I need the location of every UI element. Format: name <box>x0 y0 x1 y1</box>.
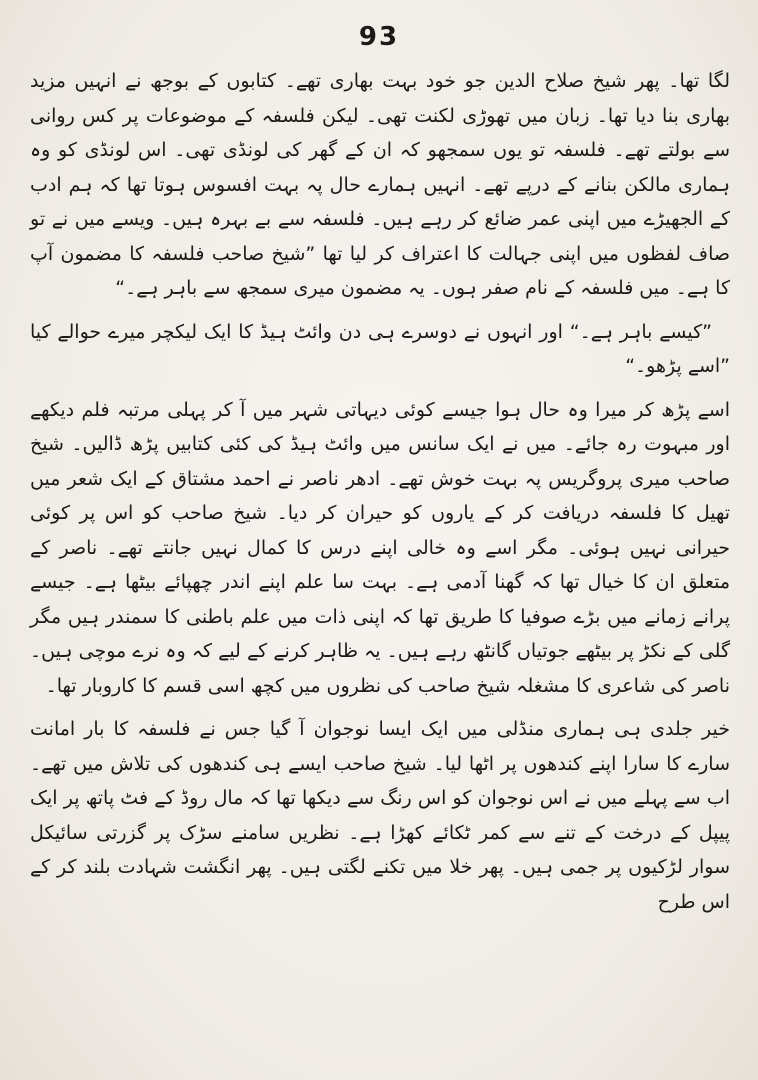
paragraph-1: لگا تھا۔ پھر شیخ صلاح الدین جو خود بہت بھاری تھے۔ کتابوں کے بوجھ نے انہیں مزید بھاری بنا دیا تھا۔ زبان میں تھوڑی لکنت تھی۔ لیکن فلسفہ کے موضوعات پر کس روانی سے بولتے تھے۔ فلسفہ تو یوں سمجھو کہ ان کے گھر کی لونڈی تھی۔ اس لونڈی کو وہ ہماری مالکن بنانے کے درپے تھے۔ انہیں ہمارے حال پہ بہت افسوس ہوتا تھا کہ ہم ادب کے الجھیڑے میں اپنی عمر ضائع کر رہے ہیں۔ فلسفہ سے بے بہرہ ہیں۔ ویسے میں نے تو صاف لفظوں میں اپنی جہالت کا اعتراف کر لیا تھا ”شیخ صاحب فلسفہ کا مضمون آپ کا ہے۔ میں فلسفہ کے نام صفر ہوں۔ یہ مضمون میری سمجھ سے باہر ہے۔“ <box>30 70 730 299</box>
paragraph-4: خیر جلدی ہی ہماری منڈلی میں ایک ایسا نوجوان آ گیا جس نے فلسفہ کا بار امانت سارے کا سارا اپنے کندھوں پر اٹھا لیا۔ شیخ صاحب ایسے ہی کندھوں کی تلاش میں تھے۔ اب سے پہلے میں نے اس نوجوان کو اس رنگ سے دیکھا تھا کہ مال روڈ کے فٹ پاتھ پر ایک پیپل کے درخت کے تنے سے کمر ٹکائے کھڑا ہے۔ نظریں سامنے سڑک پر گزرتی سائیکل سوار لڑکیوں پر جمی ہیں۔ پھر خلا میں تکنے لگتی ہیں۔ پھر انگشت شہادت بلند کر کے اس طرح <box>30 718 730 913</box>
paragraph-3: اسے پڑھ کر میرا وہ حال ہوا جیسے کوئی دیہاتی شہر میں آ کر پہلی مرتبہ فلم دیکھے اور مبہوت رہ جائے۔ میں نے ایک سانس میں وائٹ ہیڈ کی کئی کتابیں پڑھ ڈالیں۔ شیخ صاحب میری پروگریس پہ بہت خوش تھے۔ ادھر ناصر نے احمد مشتاق کے ایک شعر میں تھیل کا فلسفہ دریافت کر کے یاروں کو حیران کر دیا۔ شیخ صاحب کو اس پر کوئی حیرانی نہیں ہوئی۔ مگر اسے وہ خالی اپنے درس کا کمال نہیں جانتے تھے۔ ناصر کے متعلق ان کا خیال تھا کہ گھنا آدمی ہے۔ بہت سا علم اپنے اندر چھپائے بیٹھا ہے۔ جیسے پرانے زمانے میں بڑے صوفیا کا طریق تھا کہ اپنی ذات میں علم باطنی کا سمندر ہیں مگر گلی کے نکڑ پر بیٹھے جوتیاں گانٹھ رہے ہیں۔ یہ ظاہر کرنے کے لیے کہ وہ نرے موچی ہیں۔ ناصر کی شاعری کا مشغلہ شیخ صاحب کی نظروں میں کچھ اسی قسم کا کاروبار تھا۔ <box>30 398 730 697</box>
page-number: 93 <box>358 22 400 52</box>
paragraph-2: ”کیسے باہر ہے۔“ اور انہوں نے دوسرے ہی دن وائٹ ہیڈ کا ایک لیکچر میرے حوالے کیا ”اسے پڑھو۔“ <box>30 320 730 377</box>
body-text <box>30 64 730 919</box>
